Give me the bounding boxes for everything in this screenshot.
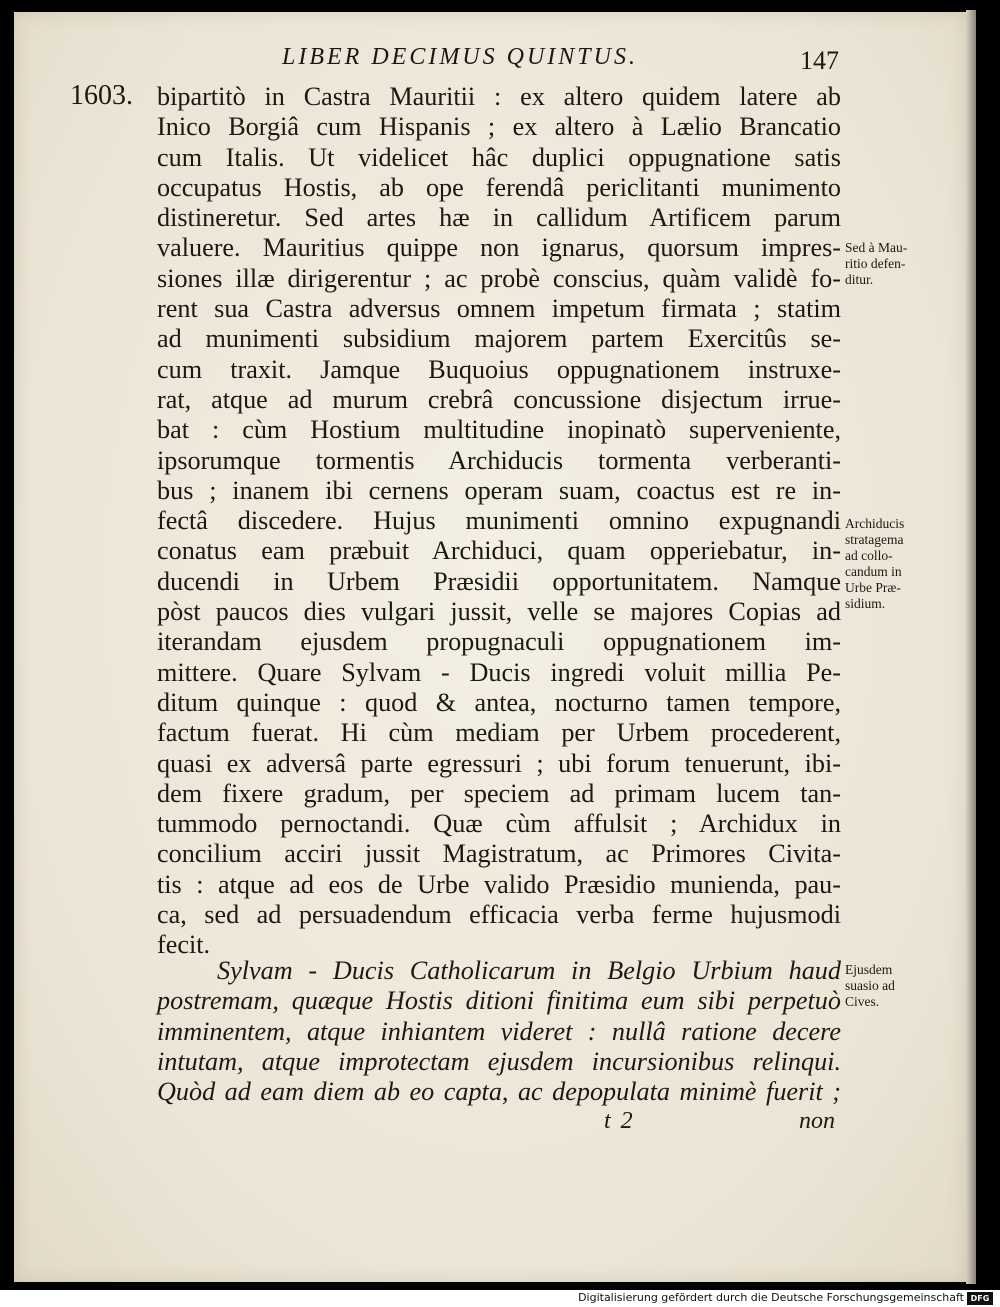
text-line: Inico Borgiâ cum Hispanis ; ex altero à Lælio Brancatio — [157, 112, 841, 142]
text-line: rat, atque ad murum crebrâ concussione disjectum irrue- — [157, 384, 841, 414]
text-line: cum traxit. Jamque Buquoius oppugnationem instruxe- — [157, 354, 841, 384]
text-line: bat : cùm Hostium multitudine inopinatò superveniente, — [157, 415, 841, 445]
marginal-line: stratagema — [845, 532, 904, 547]
text-line: ipsorumque tormentis Archiducis tormenta verberanti- — [157, 445, 841, 475]
speech-paragraph — [157, 956, 841, 1107]
text-line: mittere. Quare Sylvam - Ducis ingredi voluit millia Pe- — [157, 657, 841, 687]
text-line: dem fixere gradum, per speciem ad primam lucem tan- — [157, 778, 841, 808]
text-line: tummodo pernoctandi. Quæ cùm affulsit ; Archidux in — [157, 809, 841, 839]
running-head: LIBER DECIMUS QUINTUS. — [282, 44, 638, 70]
text-line: fecit. — [157, 930, 211, 960]
marginal-note — [845, 516, 963, 612]
margin-year: 1603. — [70, 80, 133, 111]
marginal-line: Archiducis — [845, 516, 905, 531]
text-line: pòst paucos dies vulgari jussit, velle se majores Copias ad — [157, 597, 841, 627]
text-line: cum Italis. Ut videlicet hâc duplici oppugnatione satis — [157, 142, 841, 172]
text-line: distineretur. Sed artes hæ in callidum Artificem parum — [157, 203, 841, 233]
marginal-line: Ejusdem — [845, 962, 893, 977]
marginal-line: Urbe Præ- — [845, 580, 901, 595]
marginal-note — [845, 240, 963, 288]
text-line: concilium acciri jussit Magistratum, ac Primores Civita- — [157, 839, 841, 869]
text-line: rent sua Castra adversus omnem impetum firmata ; statim — [157, 294, 841, 324]
text-line: occupatus Hostis, ab ope ferendâ periclitanti munimento — [157, 172, 841, 202]
text-line: ca, sed ad persuadendum efficacia verba ferme hujusmodi — [157, 900, 841, 930]
text-line: iterandam ejusdem propugnaculi oppugnationem im- — [157, 627, 841, 657]
text-line: quasi ex adversâ parte egressuri ; ubi forum tenuerunt, ibi- — [157, 748, 841, 778]
italic-line: postremam, quæque Hostis ditioni finitima eum sibi perpetuò — [157, 986, 841, 1016]
text-line: factum fuerat. Hi cùm mediam per Urbem procederent, — [157, 718, 841, 748]
text-line: ditum quinque : quod & antea, nocturno tamen tempore, — [157, 687, 841, 717]
text-line: siones illæ dirigerentur ; ac probè conscius, quàm validè fo- — [157, 263, 841, 293]
text-line: tis : atque ad eos de Urbe valido Præsidio munienda, pau- — [157, 869, 841, 899]
marginal-line: ad collo- — [845, 548, 893, 563]
page-edge — [966, 10, 976, 1284]
marginal-line: ritio defen- — [845, 256, 906, 271]
marginal-line: ditur. — [845, 272, 874, 287]
marginal-line: suasio ad — [845, 978, 895, 993]
text-line: conatus eam præbuit Archiduci, quam opperiebatur, in- — [157, 536, 841, 566]
text-line: bipartitò in Castra Mauritii : ex altero quidem latere ab — [157, 82, 841, 111]
italic-line: intutam, atque improtectam ejusdem incursionibus relinqui. — [157, 1046, 841, 1076]
marginal-line: candum in — [845, 564, 902, 579]
catchword: non — [799, 1108, 835, 1134]
italic-line: Quòd ad eam diem ab eo capta, ac depopulata minimè fuerit ; — [157, 1077, 841, 1107]
italic-line: Sylvam - Ducis Catholicarum in Belgio Urbium haud — [217, 956, 841, 985]
text-line: bus ; inanem ibi cernens operam suam, coactus est re in- — [157, 475, 841, 505]
marginal-line: sidium. — [845, 596, 886, 611]
marginal-line: Cives. — [845, 994, 880, 1009]
body-paragraph — [157, 82, 841, 961]
marginal-note — [845, 962, 963, 1010]
italic-line: imminentem, atque inhiantem videret : nullâ ratione decere — [157, 1016, 841, 1046]
page-number: 147 — [800, 46, 839, 75]
dfg-logo: DFG — [967, 1292, 993, 1305]
signature-mark: t 2 — [604, 1108, 635, 1134]
funding-credit: Digitalisierung gefördert durch die Deutsche Forschungsgemeinschaft — [578, 1291, 964, 1304]
text-line: fectâ discedere. Hujus munimenti omnino expugnandi — [157, 506, 841, 536]
text-line: ducendi in Urbem Præsidii opportunitatem. Namque — [157, 566, 841, 596]
marginal-line: Sed à Mau- — [845, 240, 908, 255]
text-line: ad munimenti subsidium majorem partem Exercitûs se- — [157, 324, 841, 354]
text-line: valuere. Mauritius quippe non ignarus, quorsum impres- — [157, 233, 841, 263]
